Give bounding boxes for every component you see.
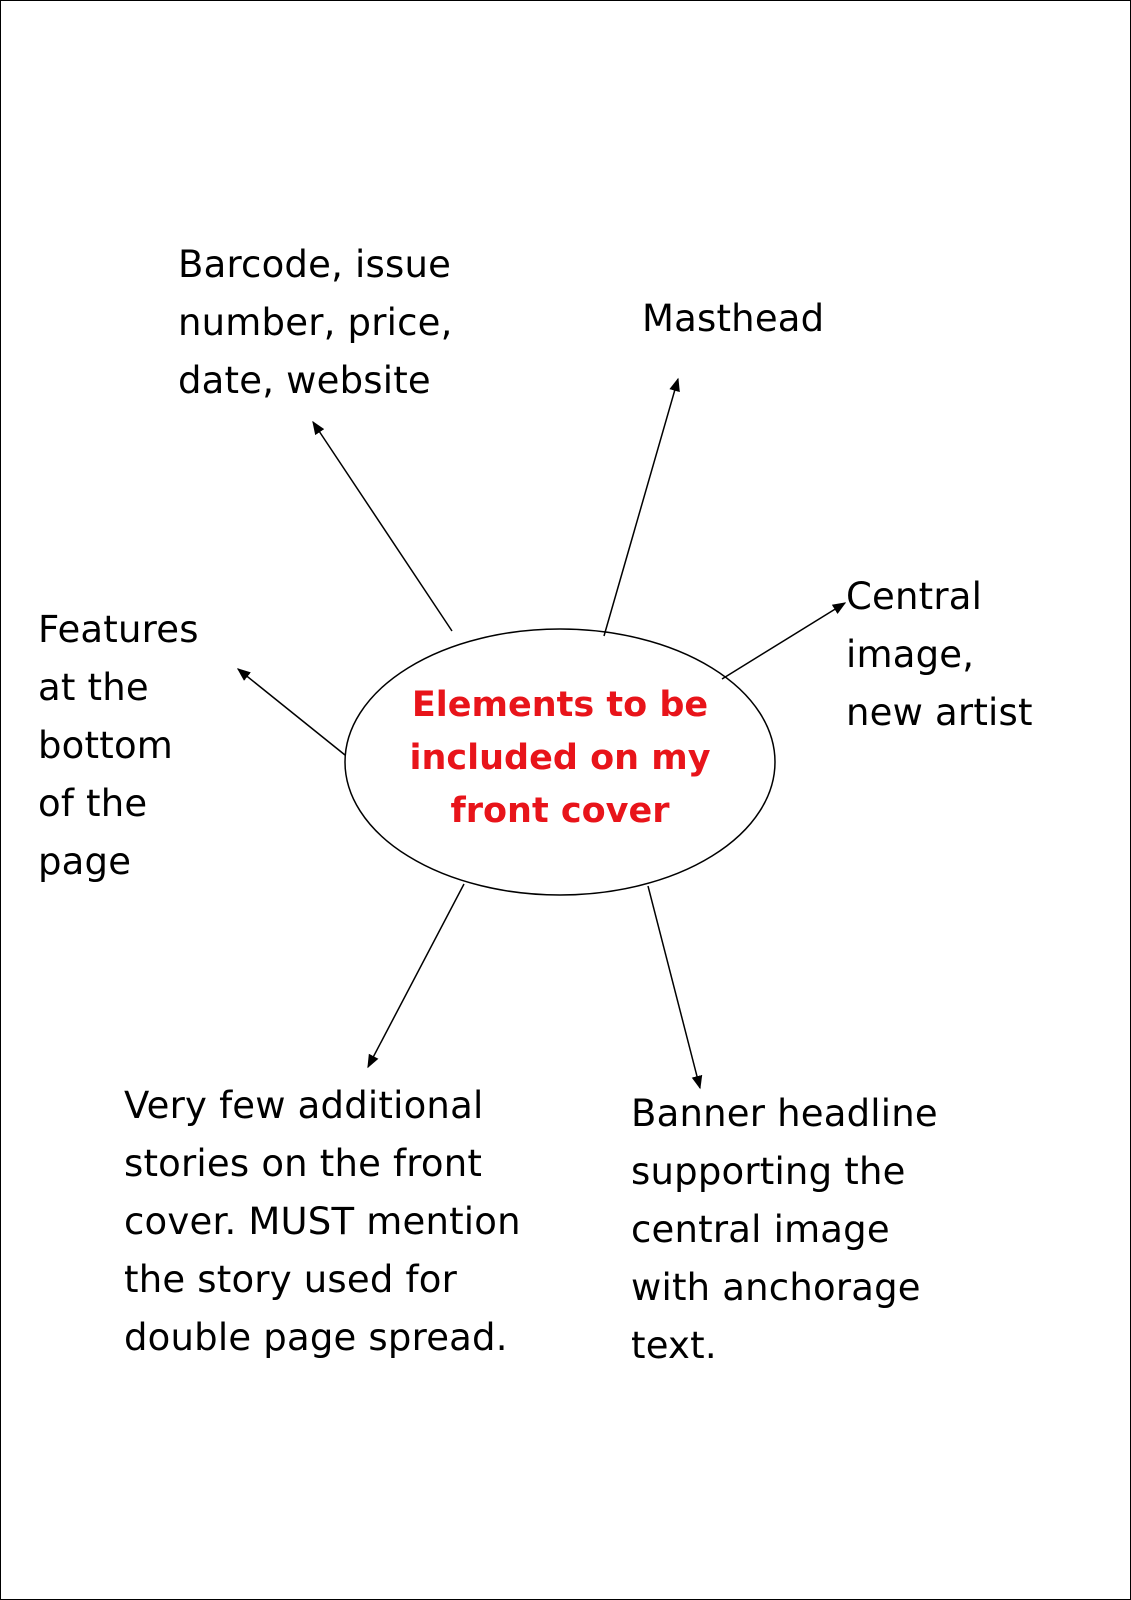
label-central-image: Central image, new artist (846, 575, 1033, 734)
arrow-to-central-image (722, 603, 845, 679)
label-stories: Very few additional stories on the front cover. MUST mention the story used for double page spread. (124, 1084, 521, 1359)
label-banner: Banner headline supporting the central image with anchorage text. (631, 1092, 938, 1367)
arrow-to-features (238, 669, 345, 755)
arrow-to-barcode (313, 422, 452, 631)
label-features: Features at the bottom of the page (38, 608, 199, 883)
label-barcode: Barcode, issue number, price, date, website (178, 243, 453, 402)
arrow-to-banner (648, 886, 700, 1088)
center-topic: Elements to be included on my front cover (409, 685, 711, 831)
arrow-to-masthead (604, 379, 678, 636)
arrow-to-stories (368, 884, 464, 1067)
label-masthead: Masthead (642, 297, 825, 340)
